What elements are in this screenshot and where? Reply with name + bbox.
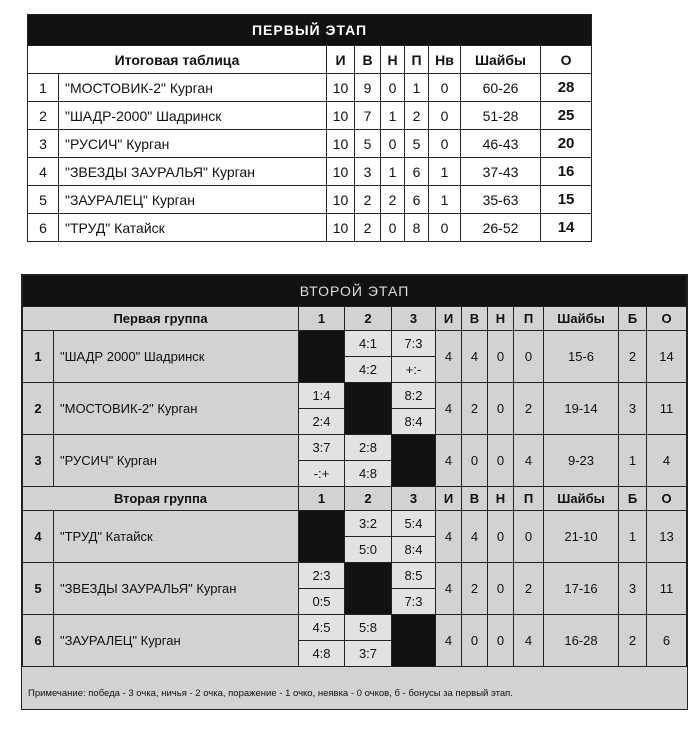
table-row [23, 511, 687, 537]
stage2-block [21, 274, 688, 710]
table-row [23, 563, 687, 589]
games: 10 [327, 214, 355, 242]
wins: 2 [462, 563, 488, 615]
col-header: В [462, 307, 488, 331]
wins: 2 [462, 383, 488, 435]
games: 4 [436, 615, 462, 667]
score: 4:8 [345, 461, 392, 487]
score: 5:0 [345, 537, 392, 563]
draws: 0 [488, 331, 514, 383]
draws: 0 [381, 130, 405, 158]
stage2-title: ВТОРОЙ ЭТАП [23, 276, 687, 307]
col-header: И [436, 307, 462, 331]
col-header: 3 [392, 307, 436, 331]
wins: 3 [355, 158, 381, 186]
col-header: Шайбы [544, 487, 619, 511]
score: +:- [392, 357, 436, 383]
games: 4 [436, 563, 462, 615]
wins: 5 [355, 130, 381, 158]
goals: 26-52 [461, 214, 541, 242]
goals: 15-6 [544, 331, 619, 383]
table-title: Итоговая таблица [28, 46, 327, 74]
losses: 1 [405, 74, 429, 102]
losses: 8 [405, 214, 429, 242]
col-header: В [355, 46, 381, 74]
score: 8:4 [392, 537, 436, 563]
wins: 4 [462, 511, 488, 563]
goals: 35-63 [461, 186, 541, 214]
score: -:+ [299, 461, 345, 487]
wins: 2 [355, 214, 381, 242]
team-name: "ШАДР-2000" Шадринск [59, 102, 327, 130]
position: 6 [23, 615, 54, 667]
goals: 19-14 [544, 383, 619, 435]
team-name: "ЗВЕЗДЫ ЗАУРАЛЬЯ" Курган [54, 563, 299, 615]
col-header: Н [381, 46, 405, 74]
games: 4 [436, 383, 462, 435]
games: 4 [436, 435, 462, 487]
goals: 60-26 [461, 74, 541, 102]
points: 15 [541, 186, 592, 214]
wins: 4 [462, 331, 488, 383]
position: 6 [28, 214, 59, 242]
col-header: 2 [345, 307, 392, 331]
col-header: Шайбы [544, 307, 619, 331]
score: 5:8 [345, 615, 392, 641]
col-header: Н [488, 307, 514, 331]
bonus: 3 [619, 383, 647, 435]
team-name: "РУСИЧ" Курган [59, 130, 327, 158]
table-row [23, 615, 687, 641]
col-header: 3 [392, 487, 436, 511]
group1-header-row [23, 307, 687, 331]
score: 4:1 [345, 331, 392, 357]
col-header: О [647, 487, 687, 511]
team-name: "ЗАУРАЛЕЦ" Курган [59, 186, 327, 214]
draws: 1 [381, 158, 405, 186]
col-header: Нв [429, 46, 461, 74]
losses: 0 [514, 511, 544, 563]
games: 4 [436, 331, 462, 383]
wins: 0 [462, 435, 488, 487]
draws: 1 [381, 102, 405, 130]
draws: 0 [488, 511, 514, 563]
no-shows: 0 [429, 214, 461, 242]
col-header: Б [619, 307, 647, 331]
table-row [28, 158, 592, 186]
draws: 0 [488, 435, 514, 487]
position: 3 [28, 130, 59, 158]
games: 4 [436, 511, 462, 563]
position: 5 [28, 186, 59, 214]
col-header: Б [619, 487, 647, 511]
no-shows: 0 [429, 130, 461, 158]
wins: 9 [355, 74, 381, 102]
score: 3:2 [345, 511, 392, 537]
losses: 4 [514, 435, 544, 487]
stage2-table [22, 275, 687, 667]
bonus: 1 [619, 511, 647, 563]
score: 2:8 [345, 435, 392, 461]
position: 3 [23, 435, 54, 487]
points: 4 [647, 435, 687, 487]
team-name: "МОСТОВИК-2" Курган [59, 74, 327, 102]
self-match-cell [345, 563, 392, 615]
team-name: "ЗВЕЗДЫ ЗАУРАЛЬЯ" Курган [59, 158, 327, 186]
position: 2 [23, 383, 54, 435]
points: 20 [541, 130, 592, 158]
points: 16 [541, 158, 592, 186]
table-row [28, 214, 592, 242]
no-shows: 0 [429, 74, 461, 102]
team-name: "РУСИЧ" Курган [54, 435, 299, 487]
draws: 0 [488, 563, 514, 615]
wins: 2 [355, 186, 381, 214]
self-match-cell [345, 383, 392, 435]
table-row [23, 383, 687, 409]
draws: 0 [381, 214, 405, 242]
col-header: П [514, 487, 544, 511]
stage1-title: ПЕРВЫЙ ЭТАП [28, 15, 592, 46]
col-header: 1 [299, 307, 345, 331]
losses: 6 [405, 158, 429, 186]
score: 7:3 [392, 589, 436, 615]
goals: 51-28 [461, 102, 541, 130]
col-header: П [514, 307, 544, 331]
col-header: Шайбы [461, 46, 541, 74]
team-name: "МОСТОВИК-2" Курган [54, 383, 299, 435]
table-row [28, 102, 592, 130]
draws: 2 [381, 186, 405, 214]
table-row [23, 435, 687, 461]
losses: 2 [514, 563, 544, 615]
stage1-table [27, 14, 592, 242]
points: 6 [647, 615, 687, 667]
group2-title: Вторая группа [23, 487, 299, 511]
bonus: 3 [619, 563, 647, 615]
stage1-header-row [28, 46, 592, 74]
col-header: О [647, 307, 687, 331]
col-header: Н [488, 487, 514, 511]
position: 4 [23, 511, 54, 563]
position: 2 [28, 102, 59, 130]
goals: 37-43 [461, 158, 541, 186]
goals: 21-10 [544, 511, 619, 563]
score: 4:5 [299, 615, 345, 641]
score: 2:3 [299, 563, 345, 589]
points: 11 [647, 383, 687, 435]
losses: 5 [405, 130, 429, 158]
position: 1 [23, 331, 54, 383]
games: 10 [327, 186, 355, 214]
points: 13 [647, 511, 687, 563]
draws: 0 [488, 383, 514, 435]
team-name: "ТРУД" Катайск [54, 511, 299, 563]
points: 14 [541, 214, 592, 242]
table-row [28, 74, 592, 102]
goals: 17-16 [544, 563, 619, 615]
games: 10 [327, 130, 355, 158]
losses: 2 [514, 383, 544, 435]
team-name: "ТРУД" Катайск [59, 214, 327, 242]
score: 2:4 [299, 409, 345, 435]
no-shows: 1 [429, 158, 461, 186]
group1-title: Первая группа [23, 307, 299, 331]
games: 10 [327, 74, 355, 102]
points: 14 [647, 331, 687, 383]
losses: 4 [514, 615, 544, 667]
table-row [28, 186, 592, 214]
team-name: "ШАДР 2000" Шадринск [54, 331, 299, 383]
group2-header-row [23, 487, 687, 511]
score: 8:2 [392, 383, 436, 409]
position: 4 [28, 158, 59, 186]
table-row [28, 130, 592, 158]
bonus: 1 [619, 435, 647, 487]
footnote: Примечание: победа - 3 очка, ничья - 2 очка, поражение - 1 очко, неявка - 0 очков, б - бонусы за первый этап. [28, 688, 513, 699]
wins: 0 [462, 615, 488, 667]
col-header: 1 [299, 487, 345, 511]
draws: 0 [381, 74, 405, 102]
score: 4:2 [345, 357, 392, 383]
team-name: "ЗАУРАЛЕЦ" Курган [54, 615, 299, 667]
no-shows: 1 [429, 186, 461, 214]
games: 10 [327, 102, 355, 130]
score: 4:8 [299, 641, 345, 667]
col-header: И [327, 46, 355, 74]
col-header: П [405, 46, 429, 74]
points: 28 [541, 74, 592, 102]
score: 3:7 [299, 435, 345, 461]
score: 5:4 [392, 511, 436, 537]
col-header: 2 [345, 487, 392, 511]
score: 7:3 [392, 331, 436, 357]
losses: 2 [405, 102, 429, 130]
points: 25 [541, 102, 592, 130]
col-header: В [462, 487, 488, 511]
position: 1 [28, 74, 59, 102]
games: 10 [327, 158, 355, 186]
losses: 0 [514, 331, 544, 383]
goals: 9-23 [544, 435, 619, 487]
no-shows: 0 [429, 102, 461, 130]
self-match-cell [299, 511, 345, 563]
wins: 7 [355, 102, 381, 130]
score: 8:4 [392, 409, 436, 435]
goals: 16-28 [544, 615, 619, 667]
self-match-cell [392, 615, 436, 667]
points: 11 [647, 563, 687, 615]
position: 5 [23, 563, 54, 615]
self-match-cell [392, 435, 436, 487]
losses: 6 [405, 186, 429, 214]
bonus: 2 [619, 615, 647, 667]
score: 3:7 [345, 641, 392, 667]
score: 1:4 [299, 383, 345, 409]
score: 0:5 [299, 589, 345, 615]
goals: 46-43 [461, 130, 541, 158]
col-header: И [436, 487, 462, 511]
col-header: О [541, 46, 592, 74]
table-row [23, 331, 687, 357]
self-match-cell [299, 331, 345, 383]
draws: 0 [488, 615, 514, 667]
bonus: 2 [619, 331, 647, 383]
score: 8:5 [392, 563, 436, 589]
